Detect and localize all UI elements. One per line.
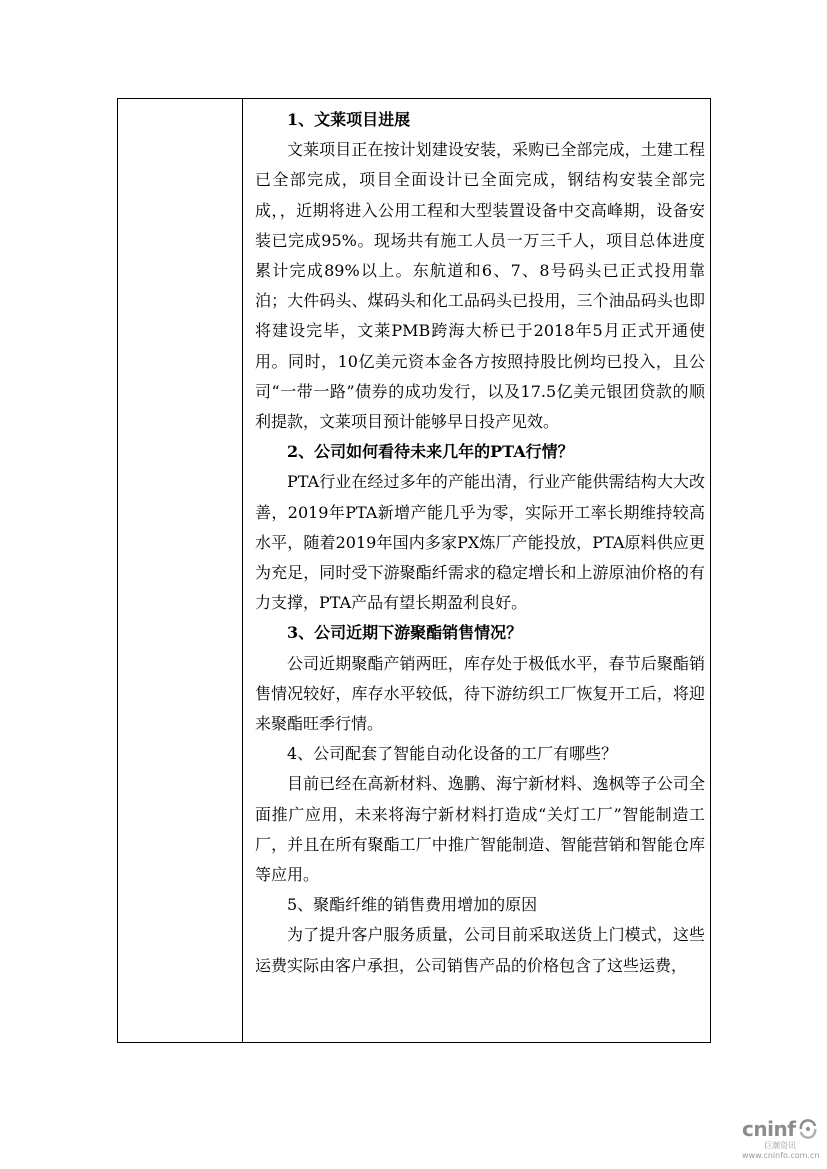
content-table bbox=[117, 98, 711, 1043]
section-heading-1: 1、文莱项目进展 bbox=[287, 110, 411, 129]
section-paragraph-4: 目前已经在高新材料、逸鹏、海宁新材料、逸枫等子公司全面推广应用，未来将海宁新材料打造成“关灯工厂”智能制造工厂，并且在所有聚酯工厂中推广智能制造、智能营销和智能仓库等应用。 bbox=[255, 774, 705, 885]
section-heading-4: 4、公司配套了智能自动化设备的工厂有哪些？ bbox=[287, 744, 618, 764]
logo-swirl-icon bbox=[798, 1119, 818, 1139]
section-heading-5: 5、聚酯纤维的销售费用增加的原因 bbox=[287, 895, 538, 915]
logo-url: www.cninfo.com.cn bbox=[742, 1151, 820, 1160]
cninfo-logo bbox=[742, 1117, 820, 1163]
section-paragraph-1: 文莱项目正在按计划建设安装，采购已全部完成，土建工程已全部完成，项目全面设计已全面完成，钢结构安装全部完成，，近期将进入公用工程和大型装置设备中交高峰期，设备安装已完成95%。现场共有施工人员一万三千人，项目总体进度累计完成89%以上。东航道和6、7、8号码头已正式投用靠泊；大件码头、煤码头和化工品码头已投用，三个油品码头也即将建设完毕，文莱PMB跨海大桥已于2018年5月正式开通使用。同时，10亿美元资本金各方按照持股比例均已投入，且公司“一带一路”债券的成功发行，以及17.5亿美元银团贷款的顺利提款，文莱项目预计能够早日投产见效。 bbox=[255, 140, 705, 432]
section-paragraph-3: 公司近期聚酯产销两旺，库存处于极低水平，春节后聚酯销售情况较好，库存水平较低，待下游纺织工厂恢复开工后，将迎来聚酯旺季行情。 bbox=[255, 653, 705, 734]
section-paragraph-2: PTA行业在经过多年的产能出清，行业产能供需结构大大改善，2019年PTA新增产能几乎为零，实际开工率长期维持较高水平，随着2019年国内多家PX炼厂产能投放，PTA原料供应更为充足，同时受下游聚酯纤需求的稳定增长和上游原油价格的有力支撑，PTA产品有望长期盈利良好。 bbox=[255, 472, 705, 613]
table-content-cell bbox=[255, 105, 705, 981]
logo-word: cninf bbox=[742, 1117, 796, 1141]
section-heading-3: 3、公司近期下游聚酯销售情况？ bbox=[287, 623, 523, 643]
table-left-column bbox=[118, 99, 243, 1042]
logo-chinese: 巨潮资讯 bbox=[764, 1141, 796, 1150]
section-heading-2: 2、公司如何看待未来几年的PTA行情？ bbox=[287, 442, 574, 462]
section-paragraph-5: 为了提升客户服务质量，公司目前采取送货上门模式，这些运费实际由客户承担，公司销售产品的价格包含了这些运费， bbox=[255, 925, 705, 975]
